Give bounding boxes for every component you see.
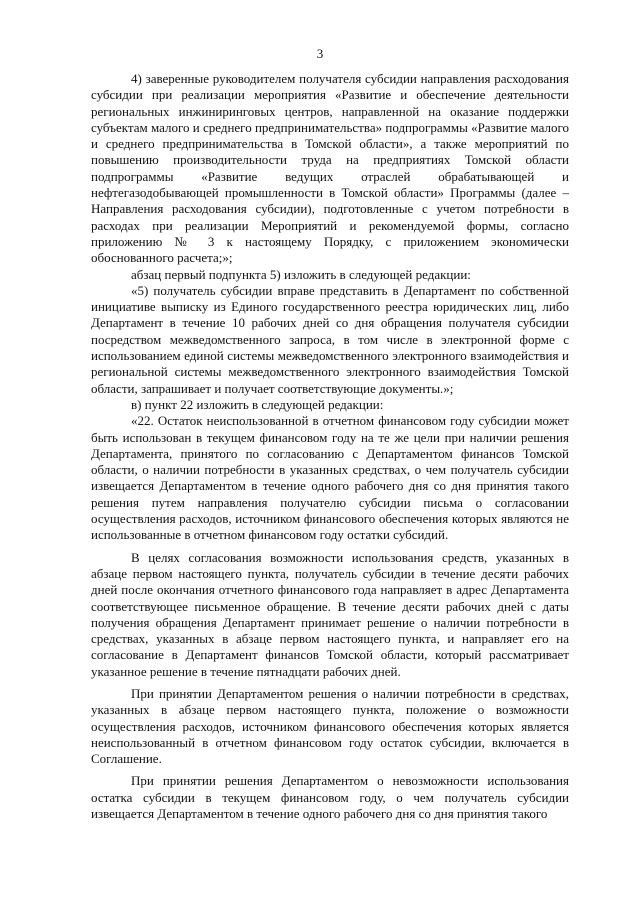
paragraph-punkt-22-intro: в) пункт 22 изложить в следующей редакции: [131, 396, 384, 412]
paragraph-nevozmozhnost: При принятии решения Департаментом о невозможности использования остатка субсидии в текущем финансовом году, о чем получатель субсидии извещается Департаментом в течение одного рабочего дня со дня принятия такого [91, 773, 569, 822]
paragraph-item-5: «5) получатель субсидии вправе представить в Департамент по собственной инициативе выписку из Единого государственного реестра юридических лиц, либо Департамент в течение 10 рабочих дней со дня обращения получателя субсидии посредством межведомственного запроса, в том числе в электронной форме с использованием единой системы межведомственного электронного взаимодействия и региональной системы межведомственного электронного взаимодействия Томской области, запрашивает и получает соответствующие документы.»; [91, 282, 569, 396]
paragraph-punkt-22: «22. Остаток неиспользованной в отчетном финансовом году субсидии может быть использован в текущем финансовом году на те же цели при наличии решения Департамента, принятого по согласованию с Департаментом финансов Томской области, о наличии потребности в указанных средствах, о чем получатель субсидии извещается Департаментом в течение одного рабочего дня со дня принятия такого решения путем направления получателю субсидии письма о согласовании осуществления расходов, источником финансового обеспечения которых являются не использованные в отчетном финансовом году остатки субсидий. [91, 413, 569, 543]
paragraph-item-4: 4) заверенные руководителем получателя субсидии направления расходования субсидии при реализации мероприятия «Развитие и обеспечение деятельности региональных инжиниринговых центров, направленной на оказание поддержки субъектам малого и среднего предпринимательства» подпрограммы «Развитие малого и среднего предпринимательства в Томской области», а также мероприятий по повышению производительности труда на предприятиях Томской области подпрограммы «Развитие ведущих отраслей обрабатывающей и нефтегазодобывающей промышленности в Томской области» Программы (далее – Направления расходования субсидии), подготовленные с учетом потребности в расходах при реализации Мероприятий и рекомендуемой формы, согласно приложению № 3 к настоящему Порядку, с приложением экономически обоснованного расчета;»; [91, 71, 569, 266]
paragraph-abzac-pervyi: абзац первый подпункта 5) изложить в следующей редакции: [131, 266, 471, 282]
paragraph-soglasovanie: В целях согласования возможности использования средств, указанных в абзаце первом настоящего пункта, получатель субсидии в течение десяти рабочих дней после окончания отчетного финансового года направляет в адрес Департамента соответствующее письменное обращение. В течение десяти рабочих дней с даты получения обращения Департамент принимает решение о наличии потребности в средствах, указанных в абзаце первом настоящего пункта, и направляет его на согласование в Департамент финансов Томской области, который рассматривает указанное решение в течение пятнадцати рабочих дней. [91, 549, 569, 679]
body-text [91, 71, 569, 822]
paragraph-nalichie-potrebnosti: При принятии Департаментом решения о наличии потребности в средствах, указанных в абзаце первом настоящего пункта, положение о возможности осуществления расходов, источником финансового обеспечения которых является неиспользованный в отчетном финансовом году остаток субсидии, включается в Соглашение. [91, 685, 569, 767]
page-number: 3 [316, 46, 324, 61]
